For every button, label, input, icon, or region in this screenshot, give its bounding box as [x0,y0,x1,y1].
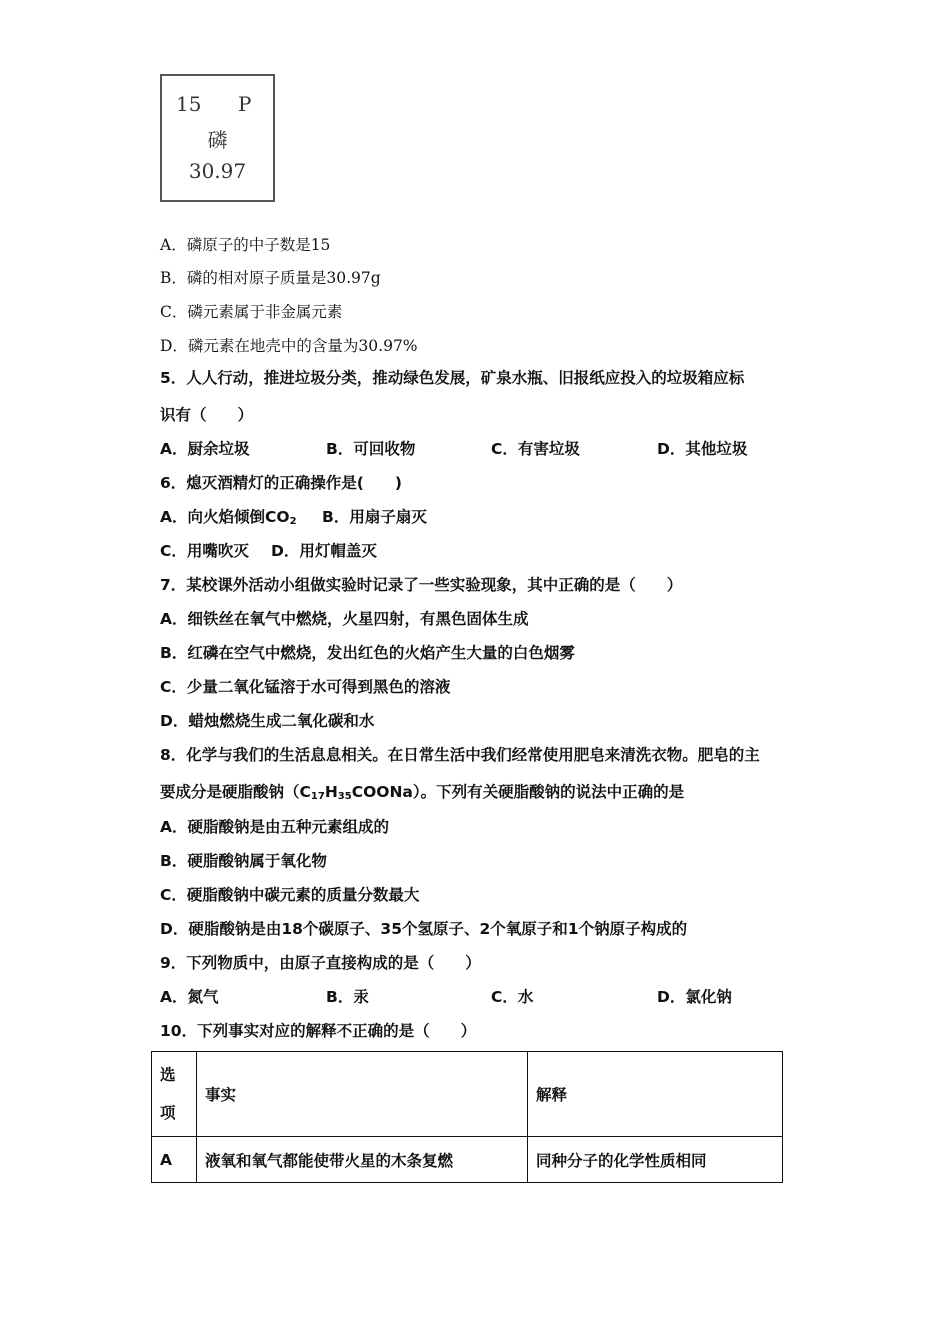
atomic-number: 15 [176,92,202,116]
q6-stem: 6．熄灭酒精灯的正确操作是( ) [160,474,402,492]
element-symbol: P [238,92,252,116]
q7-option-d: D．蜡烛燃烧生成二氧化碳和水 [160,712,375,730]
q8-option-d: D．硬脂酸钠是由18个碳原子、35个氢原子、2个氧原子和1个钠原子构成的 [160,920,688,938]
header-option-char2: 项 [160,1104,176,1122]
q4-option-b: B．磷的相对原子质量是30.97g [160,269,381,287]
header-option [152,1052,197,1137]
row-explanation: 同种分子的化学性质相同 [528,1137,783,1183]
q8-stem-post: COONa）。下列有关硬脂酸钠的说法中正确的是 [351,783,685,801]
element-name: 磷 [207,128,228,152]
q6-option-d: D．用灯帽盖灭 [271,542,377,560]
header-option-char1: 选 [160,1066,176,1084]
q7-stem: 7．某校课外活动小组做实验时记录了一些实验现象，其中正确的是（ ） [160,576,683,594]
row-option: A [152,1137,197,1183]
q4-option-a: A．磷原子的中子数是15 [160,236,331,254]
q6-option-a-subscript: 2 [289,516,297,527]
q8-option-c: C．硬脂酸钠中碳元素的质量分数最大 [160,886,420,904]
q8-stem-pre: 要成分是硬脂酸钠（C [160,783,311,801]
q6-option-c: C．用嘴吹灭 [160,542,249,560]
q5-option-b: B．可回收物 [326,440,416,458]
atomic-mass: 30.97 [188,159,247,183]
q10-table [151,1051,783,1183]
q9-option-d: D．氯化钠 [657,988,732,1006]
q6-option-b: B．用扇子扇灭 [322,508,427,526]
q9-option-a: A．氮气 [160,988,219,1006]
q7-option-c: C．少量二氧化锰溶于水可得到黑色的溶液 [160,678,451,696]
q8-sub-17: 17 [310,791,325,802]
q7-option-a: A．细铁丝在氧气中燃烧，火星四射，有黑色固体生成 [160,610,529,628]
q5-stem-line1: 5．人人行动，推进垃圾分类，推动绿色发展，矿泉水瓶、旧报纸应投入的垃圾箱应标 [160,369,745,387]
q4-option-c: C．磷元素属于非金属元素 [160,303,343,321]
q5-option-d: D．其他垃圾 [657,440,748,458]
q8-stem-line2 [160,782,684,807]
q9-option-b: B．汞 [326,988,369,1006]
q8-option-b: B．硬脂酸钠属于氧化物 [160,852,327,870]
q9-option-c: C．水 [491,988,534,1006]
q8-stem-line1: 8．化学与我们的生活息息相关。在日常生活中我们经常使用肥皂来清洗衣物。肥皂的主 [160,746,760,764]
q5-option-c: C．有害垃圾 [491,440,580,458]
q8-sub-35: 35 [337,791,352,802]
row-fact: 液氧和氧气都能使带火星的木条复燃 [197,1137,528,1183]
element-card-phosphorus [160,74,275,202]
q5-stem-line2: 识有（ ） [160,406,254,424]
q9-stem: 9．下列物质中，由原子直接构成的是（ ） [160,954,481,972]
header-explanation: 解释 [528,1052,783,1137]
header-fact: 事实 [197,1052,528,1137]
q8-option-a: A．硬脂酸钠是由五种元素组成的 [160,818,389,836]
q10-stem: 10．下列事实对应的解释不正确的是（ ） [160,1022,477,1040]
q5-option-a: A．厨余垃圾 [160,440,250,458]
q6-option-a [160,507,297,532]
q7-option-b: B．红磷在空气中燃烧，发出红色的火焰产生大量的白色烟雾 [160,644,575,662]
table-row [152,1137,783,1183]
q6-option-a-text: A．向火焰倾倒CO [160,508,290,526]
q8-stem-h: H [324,783,338,801]
q4-option-d: D．磷元素在地壳中的含量为30.97% [160,337,418,355]
q10-table-header-row [152,1052,783,1137]
